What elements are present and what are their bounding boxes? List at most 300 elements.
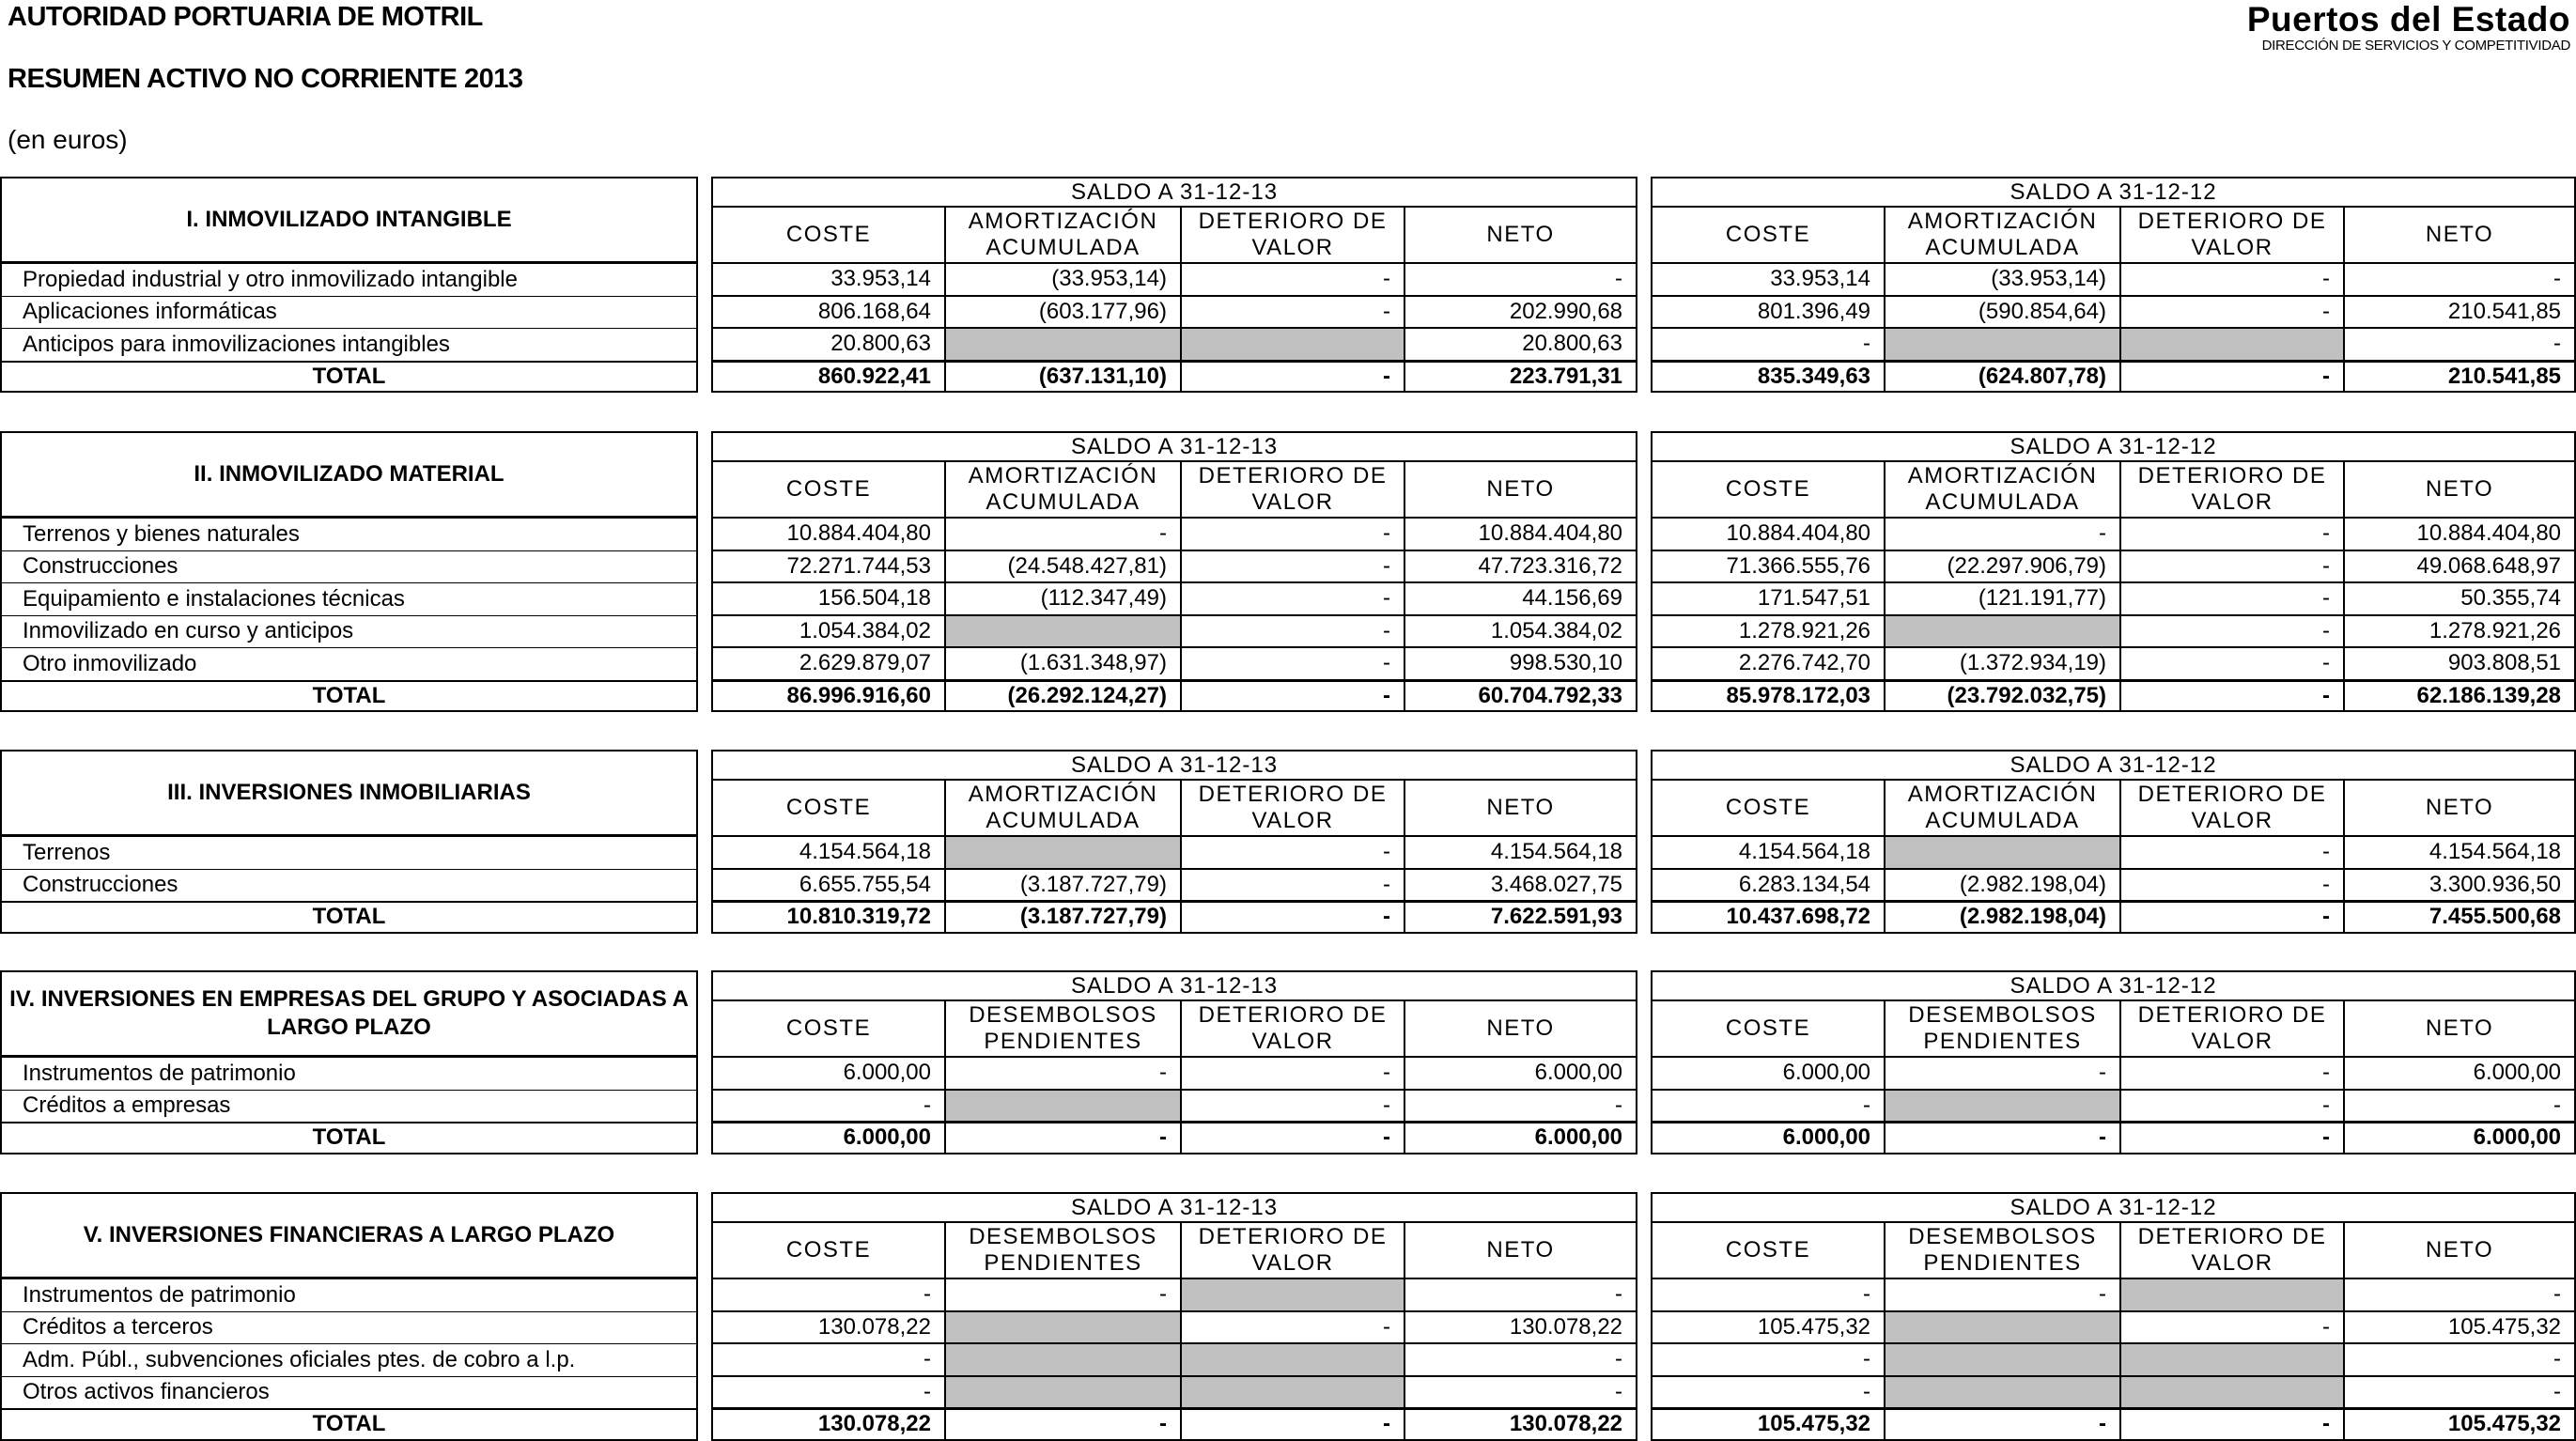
value-cell [1885,1311,2120,1344]
brand-logo-text: Puertos del Estado [2246,0,2570,39]
column-header: NETO [2344,1000,2576,1057]
value-cell: (624.807,78) [1885,361,2120,394]
asset-table [0,431,2576,712]
value-cell: 860.922,41 [711,361,945,394]
column-header: COSTE [1651,1000,1885,1057]
column-gap [698,1000,711,1057]
column-gap [698,1222,711,1278]
value-cell: - [1181,647,1404,680]
value-cell: - [2120,615,2344,648]
row-label: Anticipos para inmovilizaciones intangibles [0,328,698,361]
row-label: Créditos a empresas [0,1090,698,1123]
row-label: Terrenos y bienes naturales [0,518,698,550]
section-title: IV. INVERSIONES EN EMPRESAS DEL GRUPO Y ASOCIADAS A LARGO PLAZO [0,970,698,1057]
value-cell: 7.622.591,93 [1404,901,1637,934]
table-row [0,1376,2576,1409]
value-cell [945,328,1181,361]
value-cell: - [945,1278,1181,1311]
value-cell: 44.156,69 [1404,582,1637,615]
column-header: AMORTIZACIÓN ACUMULADA [1885,207,2120,263]
row-label: Otro inmovilizado [0,647,698,680]
value-cell: - [1404,1343,1637,1376]
column-gap [698,518,711,550]
column-header: NETO [1404,780,1637,836]
value-cell: - [2120,582,2344,615]
table-row [0,263,2576,296]
column-header: AMORTIZACIÓN ACUMULADA [945,461,1181,518]
value-cell [1885,328,2120,361]
value-cell: (1.631.348,97) [945,647,1181,680]
table-row [0,582,2576,615]
column-gap [1637,328,1651,361]
value-cell: 10.884.404,80 [2344,518,2576,550]
value-cell: 998.530,10 [1404,647,1637,680]
column-gap [1637,615,1651,648]
value-cell: - [1651,1278,1885,1311]
row-label: Instrumentos de patrimonio [0,1057,698,1090]
column-gap [698,207,711,263]
column-gap [1637,970,1651,1000]
column-header: DETERIORO DE VALOR [1181,780,1404,836]
value-cell: - [711,1090,945,1123]
value-cell: (22.297.906,79) [1885,550,2120,583]
value-cell: - [2344,328,2576,361]
value-cell: - [945,1057,1181,1090]
row-label: Construcciones [0,550,698,583]
column-header: DETERIORO DE VALOR [1181,1222,1404,1278]
value-cell: 4.154.564,18 [1404,836,1637,869]
value-cell: - [2344,1376,2576,1409]
value-cell: 6.000,00 [2344,1057,2576,1090]
column-gap [1637,550,1651,583]
saldo-2012-header: SALDO A 31-12-12 [1651,177,2576,207]
column-header: NETO [2344,780,2576,836]
column-header: NETO [1404,207,1637,263]
value-cell: - [2120,647,2344,680]
value-cell: (112.347,49) [945,582,1181,615]
value-cell: - [945,1122,1181,1154]
column-header: DESEMBOLSOS PENDIENTES [945,1222,1181,1278]
column-gap [698,550,711,583]
value-cell: 6.000,00 [1404,1122,1637,1154]
column-gap [698,1057,711,1090]
column-gap [1637,1376,1651,1409]
asset-table [0,1192,2576,1441]
value-cell: - [1181,263,1404,296]
column-header: COSTE [711,1222,945,1278]
value-cell: 130.078,22 [711,1311,945,1344]
row-label: Aplicaciones informáticas [0,296,698,329]
value-cell: 71.366.555,76 [1651,550,1885,583]
section-title: II. INMOVILIZADO MATERIAL [0,431,698,518]
value-cell: - [2120,901,2344,934]
value-cell: - [1651,1090,1885,1123]
value-cell: 105.475,32 [1651,1311,1885,1344]
value-cell: 2.276.742,70 [1651,647,1885,680]
value-cell: - [2120,518,2344,550]
value-cell: - [1181,550,1404,583]
value-cell: 4.154.564,18 [1651,836,1885,869]
column-gap [698,1408,711,1441]
total-label: TOTAL [0,680,698,713]
value-cell: 105.475,32 [1651,1408,1885,1441]
column-gap [1637,177,1651,207]
value-cell [945,1376,1181,1409]
value-cell [1885,1343,2120,1376]
value-cell: - [1885,1057,2120,1090]
value-cell: - [2120,296,2344,329]
column-gap [1637,296,1651,329]
value-cell: 6.000,00 [711,1057,945,1090]
value-cell: - [1404,263,1637,296]
column-header: DESEMBOLSOS PENDIENTES [1885,1222,2120,1278]
column-header: DETERIORO DE VALOR [2120,461,2344,518]
row-label: Otros activos financieros [0,1376,698,1409]
value-cell [945,615,1181,648]
column-gap [698,750,711,780]
value-cell: - [1181,1311,1404,1344]
value-cell: 801.396,49 [1651,296,1885,329]
column-gap [1637,1057,1651,1090]
column-gap [1637,836,1651,869]
value-cell: - [1885,518,2120,550]
value-cell [1181,1343,1404,1376]
column-header: NETO [1404,1000,1637,1057]
total-row [0,901,2576,934]
column-header: COSTE [711,780,945,836]
table-row [0,647,2576,680]
value-cell: - [1885,1122,2120,1154]
value-cell [1181,1376,1404,1409]
column-gap [1637,361,1651,394]
value-cell: - [711,1376,945,1409]
column-header: NETO [2344,207,2576,263]
value-cell: 2.629.879,07 [711,647,945,680]
value-cell: - [2120,361,2344,394]
value-cell: 85.978.172,03 [1651,680,1885,713]
column-gap [698,431,711,461]
value-cell: - [1181,1122,1404,1154]
total-label: TOTAL [0,901,698,934]
column-gap [698,582,711,615]
column-gap [698,836,711,869]
column-header: DESEMBOLSOS PENDIENTES [945,1000,1181,1057]
column-gap [1637,207,1651,263]
value-cell: (2.982.198,04) [1885,869,2120,902]
value-cell: - [2120,1408,2344,1441]
saldo-2013-header: SALDO A 31-12-13 [711,1192,1637,1222]
table-row [0,1057,2576,1090]
column-header: NETO [1404,1222,1637,1278]
saldo-2012-header: SALDO A 31-12-12 [1651,970,2576,1000]
column-gap [1637,431,1651,461]
value-cell: 33.953,14 [1651,263,1885,296]
column-gap [1637,1311,1651,1344]
value-cell: - [2120,836,2344,869]
value-cell: - [1181,901,1404,934]
column-gap [1637,680,1651,713]
column-gap [1637,1408,1651,1441]
value-cell: 10.884.404,80 [1651,518,1885,550]
value-cell: - [1404,1278,1637,1311]
value-cell: 1.278.921,26 [1651,615,1885,648]
value-cell: 10.884.404,80 [1404,518,1637,550]
total-label: TOTAL [0,361,698,394]
value-cell [1885,615,2120,648]
column-gap [1637,582,1651,615]
column-header: DETERIORO DE VALOR [1181,207,1404,263]
value-cell: - [1404,1376,1637,1409]
value-cell: 3.300.936,50 [2344,869,2576,902]
saldo-2013-header: SALDO A 31-12-13 [711,177,1637,207]
saldo-2013-header: SALDO A 31-12-13 [711,750,1637,780]
value-cell [1885,1376,2120,1409]
column-header: DESEMBOLSOS PENDIENTES [1885,1000,2120,1057]
value-cell: 171.547,51 [1651,582,1885,615]
value-cell: - [1651,328,1885,361]
value-cell: 10.884.404,80 [711,518,945,550]
value-cell: - [1885,1408,2120,1441]
value-cell: - [1181,582,1404,615]
value-cell: - [2120,869,2344,902]
value-cell: (3.187.727,79) [945,869,1181,902]
saldo-2012-header: SALDO A 31-12-12 [1651,750,2576,780]
column-gap [1637,263,1651,296]
column-gap [698,780,711,836]
total-label: TOTAL [0,1122,698,1154]
value-cell: 223.791,31 [1404,361,1637,394]
value-cell: 210.541,85 [2344,296,2576,329]
value-cell [1181,1278,1404,1311]
value-cell [2120,1278,2344,1311]
value-cell: 210.541,85 [2344,361,2576,394]
value-cell: (590.854,64) [1885,296,2120,329]
column-gap [698,1192,711,1222]
document-subtitle: RESUMEN ACTIVO NO CORRIENTE 2013 [8,64,523,94]
column-gap [1637,1000,1651,1057]
value-cell: - [1181,1090,1404,1123]
value-cell: (24.548.427,81) [945,550,1181,583]
value-cell: 105.475,32 [2344,1408,2576,1441]
value-cell: 20.800,63 [1404,328,1637,361]
table-row [0,1278,2576,1311]
column-gap [1637,1278,1651,1311]
value-cell: (637.131,10) [945,361,1181,394]
value-cell: - [2120,1311,2344,1344]
column-header: DETERIORO DE VALOR [1181,461,1404,518]
column-gap [1637,518,1651,550]
column-gap [698,296,711,329]
value-cell [1885,836,2120,869]
document-title: AUTORIDAD PORTUARIA DE MOTRIL [8,2,483,32]
value-cell [945,1090,1181,1123]
table-row [0,328,2576,361]
total-row [0,1408,2576,1441]
value-cell: (23.792.032,75) [1885,680,2120,713]
column-gap [1637,1090,1651,1123]
row-label: Instrumentos de patrimonio [0,1278,698,1311]
table-row [0,836,2576,869]
value-cell [945,836,1181,869]
column-gap [698,1122,711,1154]
value-cell: 10.810.319,72 [711,901,945,934]
table-row [0,550,2576,583]
value-cell [2120,1376,2344,1409]
column-gap [698,615,711,648]
value-cell: 806.168,64 [711,296,945,329]
column-gap [1637,780,1651,836]
column-gap [698,361,711,394]
asset-table [0,970,2576,1154]
column-header: DETERIORO DE VALOR [1181,1000,1404,1057]
value-cell: - [1181,1408,1404,1441]
value-cell: 6.283.134,54 [1651,869,1885,902]
brand-subtitle: DIRECCIÓN DE SERVICIOS Y COMPETITIVIDAD [2261,38,2570,54]
column-header: AMORTIZACIÓN ACUMULADA [1885,780,2120,836]
row-label: Terrenos [0,836,698,869]
value-cell: - [1404,1090,1637,1123]
value-cell: - [711,1343,945,1376]
saldo-2012-header: SALDO A 31-12-12 [1651,1192,2576,1222]
value-cell: 4.154.564,18 [2344,836,2576,869]
value-cell: 6.000,00 [711,1122,945,1154]
value-cell: 6.000,00 [2344,1122,2576,1154]
column-header: COSTE [1651,461,1885,518]
value-cell: 3.468.027,75 [1404,869,1637,902]
column-header: NETO [2344,461,2576,518]
value-cell: 6.000,00 [1651,1122,1885,1154]
value-cell: 33.953,14 [711,263,945,296]
value-cell: 20.800,63 [711,328,945,361]
value-cell: - [2120,263,2344,296]
value-cell: 50.355,74 [2344,582,2576,615]
table-row [0,296,2576,329]
column-header: COSTE [711,1000,945,1057]
value-cell: 10.437.698,72 [1651,901,1885,934]
value-cell: - [2344,1343,2576,1376]
total-row [0,680,2576,713]
value-cell: 105.475,32 [2344,1311,2576,1344]
column-gap [698,1278,711,1311]
column-gap [698,1090,711,1123]
column-gap [698,1376,711,1409]
column-header: COSTE [1651,780,1885,836]
table-row [0,518,2576,550]
column-gap [1637,647,1651,680]
column-gap [698,869,711,902]
value-cell [945,1343,1181,1376]
value-cell: (2.982.198,04) [1885,901,2120,934]
section-title: III. INVERSIONES INMOBILIARIAS [0,750,698,836]
column-gap [698,1311,711,1344]
column-gap [698,177,711,207]
value-cell [2120,328,2344,361]
column-gap [698,461,711,518]
asset-table [0,750,2576,934]
column-header: COSTE [711,461,945,518]
value-cell: 86.996.916,60 [711,680,945,713]
value-cell: 47.723.316,72 [1404,550,1637,583]
value-cell: - [1181,361,1404,394]
value-cell: 130.078,22 [711,1408,945,1441]
value-cell: - [1181,615,1404,648]
value-cell: (1.372.934,19) [1885,647,2120,680]
value-cell: - [1181,869,1404,902]
value-cell: (33.953,14) [945,263,1181,296]
column-gap [698,263,711,296]
value-cell: - [2344,1278,2576,1311]
value-cell: - [1181,680,1404,713]
value-cell: (26.292.124,27) [945,680,1181,713]
value-cell: - [2120,1057,2344,1090]
value-cell: 62.186.139,28 [2344,680,2576,713]
column-gap [1637,901,1651,934]
value-cell: 130.078,22 [1404,1311,1637,1344]
column-header: COSTE [1651,207,1885,263]
column-gap [1637,1222,1651,1278]
section-title: V. INVERSIONES FINANCIERAS A LARGO PLAZO [0,1192,698,1278]
value-cell [2120,1343,2344,1376]
row-label: Adm. Públ., subvenciones oficiales ptes. de cobro a l.p. [0,1343,698,1376]
column-header: DETERIORO DE VALOR [2120,1222,2344,1278]
row-label: Propiedad industrial y otro inmovilizado intangible [0,263,698,296]
value-cell: 835.349,63 [1651,361,1885,394]
table-row [0,1343,2576,1376]
value-cell: 156.504,18 [711,582,945,615]
value-cell: - [1651,1376,1885,1409]
value-cell: - [711,1278,945,1311]
value-cell: (121.191,77) [1885,582,2120,615]
column-gap [698,647,711,680]
value-cell: - [2344,1090,2576,1123]
column-gap [1637,461,1651,518]
column-gap [1637,750,1651,780]
saldo-2012-header: SALDO A 31-12-12 [1651,431,2576,461]
value-cell: 72.271.744,53 [711,550,945,583]
value-cell: - [1181,1057,1404,1090]
column-header: COSTE [1651,1222,1885,1278]
column-gap [698,901,711,934]
column-gap [1637,869,1651,902]
value-cell: (33.953,14) [1885,263,2120,296]
value-cell: 60.704.792,33 [1404,680,1637,713]
units-note: (en euros) [8,125,128,154]
value-cell: 903.808,51 [2344,647,2576,680]
value-cell: - [2120,550,2344,583]
value-cell: 130.078,22 [1404,1408,1637,1441]
column-gap [698,970,711,1000]
column-header: COSTE [711,207,945,263]
value-cell: 1.054.384,02 [1404,615,1637,648]
value-cell [945,1311,1181,1344]
table-row [0,1090,2576,1123]
row-label: Equipamiento e instalaciones técnicas [0,582,698,615]
column-header: DETERIORO DE VALOR [2120,207,2344,263]
column-header: DETERIORO DE VALOR [2120,780,2344,836]
column-gap [698,1343,711,1376]
value-cell: - [1885,1278,2120,1311]
row-label: Inmovilizado en curso y anticipos [0,615,698,648]
value-cell: 202.990,68 [1404,296,1637,329]
value-cell: 1.054.384,02 [711,615,945,648]
value-cell: - [1181,296,1404,329]
value-cell: 1.278.921,26 [2344,615,2576,648]
total-row [0,1122,2576,1154]
column-gap [1637,1122,1651,1154]
column-gap [1637,1343,1651,1376]
table-row [0,1311,2576,1344]
column-header: NETO [1404,461,1637,518]
